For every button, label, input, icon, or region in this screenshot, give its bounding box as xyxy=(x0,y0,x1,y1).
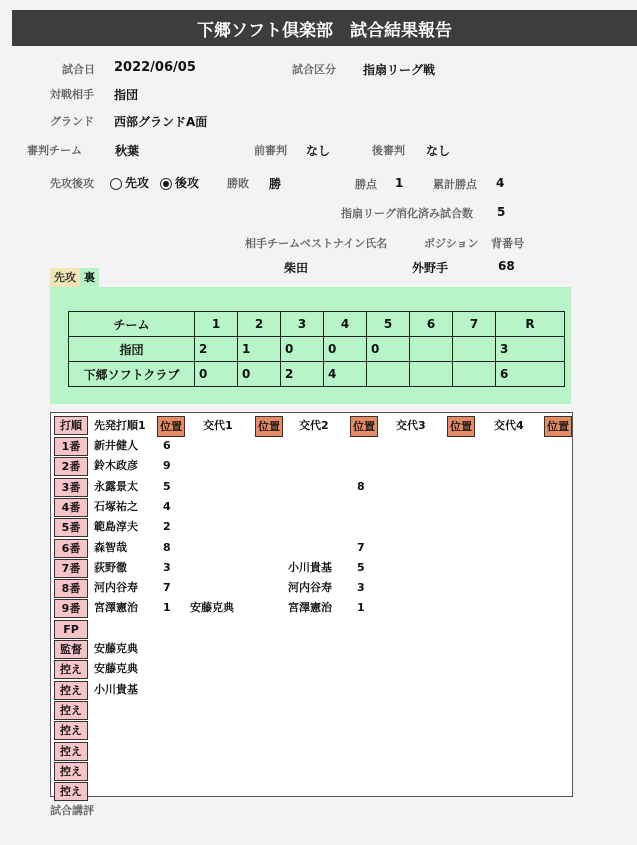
lineup-starter-name[interactable]: 範島淳夫 xyxy=(94,520,138,533)
ground-label: グランド xyxy=(50,115,94,128)
lineup-order-box: FP xyxy=(54,620,88,639)
radio-on-icon xyxy=(160,178,172,190)
lineup-header-sub2: 交代2 xyxy=(299,419,329,432)
score-cell[interactable]: 0 xyxy=(367,337,410,362)
total-points-value: 4 xyxy=(496,176,505,190)
score-header-inning: 6 xyxy=(410,312,453,337)
lineup-header-sub3-pos: 位置 xyxy=(447,416,475,437)
number-value: 68 xyxy=(498,259,515,273)
opponent-value: 指団 xyxy=(114,88,139,102)
ground-value: 西部グランドA面 xyxy=(114,115,208,129)
score-header-team: チーム xyxy=(69,312,195,337)
lineup-starter-name[interactable]: 森智哉 xyxy=(94,541,127,554)
score-header-runs: R xyxy=(496,312,565,337)
lineup-starter-name[interactable]: 永露景太 xyxy=(94,480,138,493)
review-label: 試合講評 xyxy=(50,804,94,817)
lineup-order-box: 1番 xyxy=(54,437,88,456)
lineup-header-starter: 先発打順1 xyxy=(94,419,146,432)
score-team-name: 指団 xyxy=(69,337,195,362)
lineup-starter-name[interactable]: 荻野徹 xyxy=(94,561,127,574)
score-cell[interactable]: 0 xyxy=(238,362,281,387)
lineup-sub2-pos[interactable]: 1 xyxy=(357,601,365,614)
lineup-starter-pos[interactable]: 5 xyxy=(163,480,171,493)
lineup-order-box: 控え xyxy=(54,721,88,740)
score-row-home xyxy=(69,362,565,387)
score-team-name: 下郷ソフトクラブ xyxy=(69,362,195,387)
umpire-team-label: 審判チーム xyxy=(27,144,82,157)
front-umpire-label: 前審判 xyxy=(254,144,287,157)
games-label: 指扇リーグ消化済み試合数 xyxy=(341,207,473,220)
lineup-starter-pos[interactable]: 6 xyxy=(163,439,171,452)
order-first-radio[interactable] xyxy=(110,174,149,191)
lineup-sub2-name[interactable]: 小川貴基 xyxy=(288,561,332,574)
lineup-starter-name[interactable]: 石塚祐之 xyxy=(94,500,138,513)
result-label: 勝敗 xyxy=(227,177,249,190)
lineup-sub2-pos[interactable]: 8 xyxy=(357,480,365,493)
lineup-order-box: 7番 xyxy=(54,559,88,578)
lineup-order-box: 9番 xyxy=(54,599,88,618)
lineup-starter-pos[interactable]: 1 xyxy=(163,601,171,614)
tab-first[interactable]: 先攻 xyxy=(50,268,80,288)
tab-second[interactable]: 裏 xyxy=(80,268,99,288)
score-cell[interactable]: 0 xyxy=(324,337,367,362)
score-cell[interactable] xyxy=(453,337,496,362)
result-value: 勝 xyxy=(269,177,282,191)
umpire-team-value: 秋葉 xyxy=(115,144,140,158)
order-first-label: 先攻 xyxy=(125,176,150,190)
score-header-inning: 4 xyxy=(324,312,367,337)
lineup-sub2-pos[interactable]: 5 xyxy=(357,561,365,574)
score-cell[interactable] xyxy=(410,337,453,362)
lineup-header-sub4: 交代4 xyxy=(494,419,524,432)
lineup-starter-name[interactable]: 安藤克典 xyxy=(94,662,138,675)
score-runs: 6 xyxy=(496,362,565,387)
lineup-header-sub1: 交代1 xyxy=(203,419,233,432)
score-header-inning: 7 xyxy=(453,312,496,337)
lineup-order-box: 控え xyxy=(54,660,88,679)
score-runs: 3 xyxy=(496,337,565,362)
score-header-inning: 1 xyxy=(195,312,238,337)
type-label: 試合区分 xyxy=(292,63,336,76)
lineup-starter-name[interactable]: 宮澤憲治 xyxy=(94,601,138,614)
score-cell[interactable]: 2 xyxy=(195,337,238,362)
score-cell[interactable] xyxy=(410,362,453,387)
date-value: 2022/06/05 xyxy=(114,60,196,75)
lineup-starter-name[interactable]: 新井健人 xyxy=(94,439,138,452)
score-cell[interactable]: 4 xyxy=(324,362,367,387)
back-umpire-label: 後審判 xyxy=(372,144,405,157)
page-title: 下郷ソフト倶楽部 試合結果報告 xyxy=(12,10,637,46)
score-header-inning: 5 xyxy=(367,312,410,337)
lineup-header-sub2-pos: 位置 xyxy=(350,416,378,437)
lineup-header-order: 打順 xyxy=(54,416,88,435)
lineup-starter-name[interactable]: 河内谷寿 xyxy=(94,581,138,594)
lineup-sub1-name[interactable]: 安藤克典 xyxy=(190,601,234,614)
points-value: 1 xyxy=(395,176,404,190)
order-second-radio[interactable] xyxy=(160,174,199,191)
lineup-starter-pos[interactable]: 8 xyxy=(163,541,171,554)
lineup-header-sub4-pos: 位置 xyxy=(544,416,572,437)
lineup-header-pos: 位置 xyxy=(157,416,185,437)
position-value: 外野手 xyxy=(412,261,449,275)
lineup-order-box: 5番 xyxy=(54,518,88,537)
lineup-header-sub3: 交代3 xyxy=(396,419,426,432)
lineup-starter-pos[interactable]: 2 xyxy=(163,520,171,533)
score-cell[interactable]: 0 xyxy=(281,337,324,362)
score-header-inning: 2 xyxy=(238,312,281,337)
lineup-starter-pos[interactable]: 7 xyxy=(163,581,171,594)
order-second-label: 後攻 xyxy=(175,176,200,190)
lineup-sub2-pos[interactable]: 3 xyxy=(357,581,365,594)
radio-off-icon xyxy=(110,178,122,190)
lineup-sub2-name[interactable]: 宮澤憲治 xyxy=(288,601,332,614)
score-cell[interactable] xyxy=(453,362,496,387)
front-umpire-value: なし xyxy=(306,144,331,158)
lineup-panel xyxy=(50,412,573,797)
bestnine-label: 相手チームベストナイン氏名 xyxy=(245,237,388,250)
scoreboard xyxy=(68,311,565,387)
score-cell[interactable]: 0 xyxy=(195,362,238,387)
lineup-starter-name[interactable]: 小川貴基 xyxy=(94,683,138,696)
lineup-starter-pos[interactable]: 9 xyxy=(163,459,171,472)
score-cell[interactable] xyxy=(367,362,410,387)
opponent-label: 対戦相手 xyxy=(50,88,94,101)
type-value: 指扇リーグ戦 xyxy=(363,63,436,77)
lineup-order-box: 控え xyxy=(54,701,88,720)
lineup-header-sub1-pos: 位置 xyxy=(255,416,283,437)
lineup-starter-pos[interactable]: 4 xyxy=(163,500,171,513)
score-header-row xyxy=(69,312,565,337)
lineup-order-box: 控え xyxy=(54,681,88,700)
score-row-opponent xyxy=(69,337,565,362)
lineup-sub2-name[interactable]: 河内谷寿 xyxy=(288,581,332,594)
lineup-sub2-pos[interactable]: 7 xyxy=(357,541,365,554)
lineup-order-box: 監督 xyxy=(54,640,88,659)
lineup-starter-name[interactable]: 安藤克典 xyxy=(94,642,138,655)
lineup-order-box: 8番 xyxy=(54,579,88,598)
points-label: 勝点 xyxy=(355,178,377,191)
score-header-inning: 3 xyxy=(281,312,324,337)
position-label: ポジション xyxy=(424,237,479,250)
total-points-label: 累計勝点 xyxy=(433,178,477,191)
score-cell[interactable]: 1 xyxy=(238,337,281,362)
lineup-starter-pos[interactable]: 3 xyxy=(163,561,171,574)
lineup-starter-name[interactable]: 鈴木政彦 xyxy=(94,459,138,472)
bestnine-name: 柴田 xyxy=(284,261,309,275)
lineup-order-box: 4番 xyxy=(54,498,88,517)
order-label: 先攻後攻 xyxy=(50,177,94,190)
lineup-order-box: 控え xyxy=(54,782,88,801)
date-label: 試合日 xyxy=(62,63,95,76)
lineup-order-box: 控え xyxy=(54,742,88,761)
lineup-order-box: 6番 xyxy=(54,539,88,558)
lineup-order-box: 控え xyxy=(54,762,88,781)
lineup-order-box: 2番 xyxy=(54,457,88,476)
score-cell[interactable]: 2 xyxy=(281,362,324,387)
games-value: 5 xyxy=(497,205,506,219)
lineup-order-box: 3番 xyxy=(54,478,88,497)
back-umpire-value: なし xyxy=(426,144,451,158)
number-label: 背番号 xyxy=(491,237,524,250)
